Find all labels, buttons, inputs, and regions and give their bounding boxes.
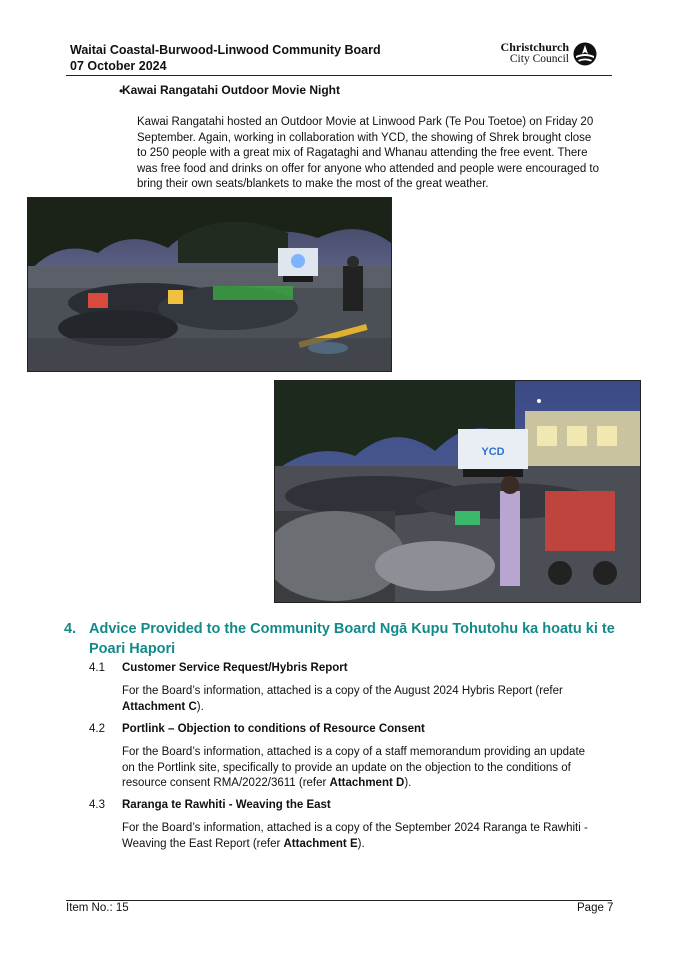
attachment-ref[interactable]: Attachment E xyxy=(283,837,358,850)
header-rule xyxy=(66,75,612,76)
item-paragraph xyxy=(122,821,614,852)
paragraph-text: resource consent RMA/2022/3611 (refer xyxy=(122,777,330,789)
photo-1-image xyxy=(28,198,391,371)
paragraph-line: For the Board’s information, attached is a copy of the August 2024 Hybris Report (refer xyxy=(122,685,563,697)
movie-night-paragraph xyxy=(137,115,615,193)
bullet-heading: Kawai Rangatahi Outdoor Movie Night xyxy=(122,83,341,97)
council-logo xyxy=(497,41,601,69)
movie-night-photo-2 xyxy=(274,380,641,603)
paragraph-line xyxy=(122,700,614,716)
item-heading: Customer Service Request/Hybris Report xyxy=(122,662,348,674)
logo-line2: City Council xyxy=(509,53,569,65)
paragraph-line: Kawai Rangatahi hosted an Outdoor Movie at Linwood Park (Te Pou Toetoe) on Friday 20 xyxy=(137,116,594,128)
paragraph-line xyxy=(122,837,614,853)
footer-rule xyxy=(66,900,612,901)
paragraph-tail: ). xyxy=(196,700,204,713)
meeting-date: 07 October 2024 xyxy=(70,59,167,73)
screen-logo-text: YCD xyxy=(481,446,505,458)
paragraph-line: to 250 people with a great mix of Ragataghi and Whanau attending the free event. There xyxy=(137,147,588,159)
item-number: 4.3 xyxy=(89,799,105,811)
paragraph-line: For the Board’s information, attached is a copy of the September 2024 Raranga te Rawhiti - xyxy=(122,822,588,834)
item-number-footer: Item No.: 15 xyxy=(66,902,129,914)
section-title-line: Advice Provided to the Community Board Ngā Kupu Tohutohu ka hoatu ki te xyxy=(89,621,615,637)
paragraph-tail: ). xyxy=(404,777,412,789)
logo-line1: Christchurch xyxy=(500,40,569,54)
item-number: 4.1 xyxy=(89,662,105,674)
page-number: Page 7 xyxy=(577,902,614,914)
item-paragraph xyxy=(122,684,614,715)
movie-night-photo-1 xyxy=(27,197,392,372)
attachment-ref[interactable]: Attachment D xyxy=(329,777,405,789)
section-number: 4. xyxy=(64,621,77,637)
paragraph-line: September. Again, working in collaboration with YCD, the showing of Shrek brought close xyxy=(137,131,592,144)
item-heading: Raranga te Rawhiti - Weaving the East xyxy=(122,799,331,811)
photo-2-image xyxy=(275,381,640,602)
item-number: 4.2 xyxy=(89,723,105,735)
bullet-icon: • xyxy=(119,84,124,98)
paragraph-line: bring their own seats/blankets to make the most of the great weather. xyxy=(137,178,489,190)
attachment-ref[interactable]: Attachment C xyxy=(122,700,197,713)
council-emblem-icon xyxy=(573,42,597,66)
paragraph-line: For the Board’s information, attached is a copy of a staff memorandum providing an update xyxy=(122,746,586,758)
board-name xyxy=(70,42,381,74)
paragraph-text: Weaving the East Report (refer xyxy=(122,837,284,850)
paragraph-tail: ). xyxy=(357,837,365,850)
paragraph-line: on the Portlink site, specifically to provide an update on the objection to the conditions of xyxy=(122,761,571,774)
paragraph-line: was free food and drinks on offer for anyone who attended and people were encouraged to xyxy=(137,162,600,175)
section-title-line: Poari Hapori xyxy=(89,641,176,657)
paragraph-line xyxy=(122,776,614,792)
item-heading: Portlink – Objection to conditions of Resource Consent xyxy=(122,723,425,735)
section-title xyxy=(89,619,619,659)
board-name-line: Waitai Coastal-Burwood-Linwood Community Board xyxy=(70,43,381,57)
item-paragraph xyxy=(122,745,614,792)
